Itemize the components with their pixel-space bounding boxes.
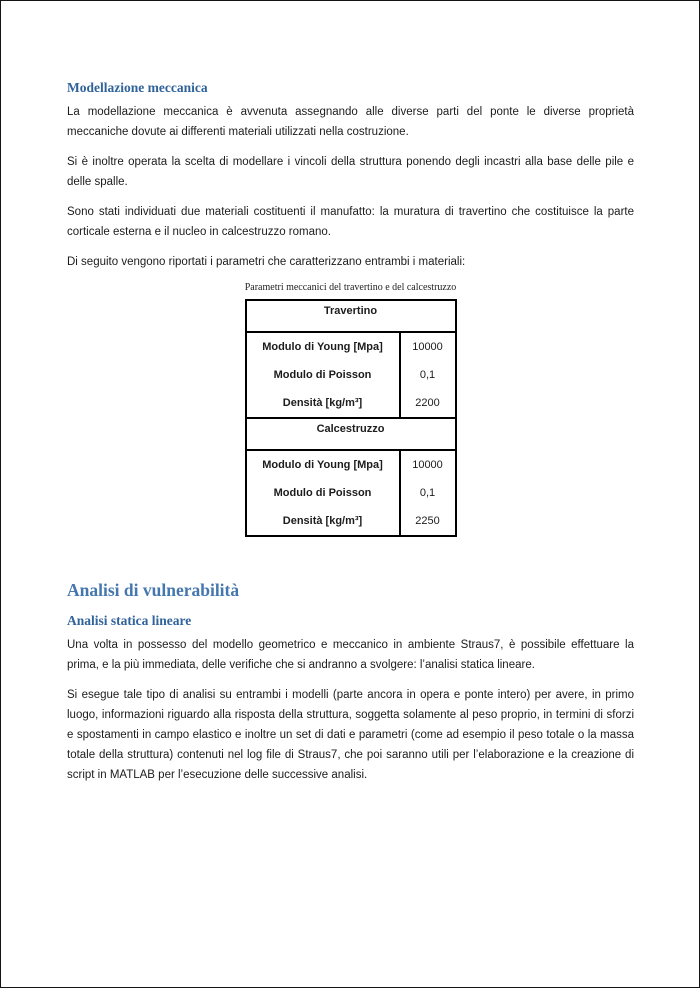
param-label: Modulo di Young [Mpa] xyxy=(246,332,400,361)
param-value: 10000 xyxy=(412,341,443,353)
table-section-title-travertino: Travertino xyxy=(246,300,456,332)
param-value: 2200 xyxy=(415,397,440,409)
table-row xyxy=(246,361,456,389)
param-label: Densità [kg/m³] xyxy=(246,507,400,536)
table-section-header-row xyxy=(246,300,456,332)
param-label: Modulo di Poisson xyxy=(246,479,400,507)
table-row xyxy=(246,479,456,507)
table-section-title-calcestruzzo: Calcestruzzo xyxy=(246,418,456,450)
materials-table xyxy=(245,299,457,537)
page-content xyxy=(1,1,699,785)
param-value: 0,1 xyxy=(419,369,436,381)
param-value: 10000 xyxy=(412,459,443,471)
paragraph-modellazione-2: Si è inoltre operata la scelta di modellare i vincoli della struttura ponendo degli incastri alla base delle pile e delle spalle. xyxy=(67,156,634,188)
table-row xyxy=(246,389,456,418)
table-row xyxy=(246,450,456,479)
param-label: Densità [kg/m³] xyxy=(246,389,400,418)
param-value: 2250 xyxy=(415,515,440,527)
table-section-header-row xyxy=(246,418,456,450)
paragraph-analisi-1: Una volta in possesso del modello geometrico e meccanico in ambiente Straus7, è possibile effettuare la prima, e la più immediata, delle verifiche che si andranno a svolgere: l’analisi statica lineare. xyxy=(67,639,634,671)
paragraph-analisi-2: Si esegue tale tipo di analisi su entrambi i modelli (parte ancora in opera e ponte intero) per avere, in primo luogo, informazioni riguardo alla risposta della struttura, soggetta solamente al peso proprio, in termini di sforzi e spostamenti in campo elastico e inoltre un set di dati e parametri (come ad esempio il peso totale o la massa totale della struttura) contenuti nel log file di Straus7, che poi saranno utili per l’elaborazione e la creazione di script in MATLAB per l’esecuzione delle successive analisi. xyxy=(67,689,634,781)
table-caption: Parametri meccanici del travertino e del calcestruzzo xyxy=(244,282,457,293)
param-label: Modulo di Poisson xyxy=(246,361,400,389)
paragraph-modellazione-3: Sono stati individuati due materiali costituenti il manufatto: la muratura di travertino che costituisce la parte corticale esterna e il nucleo in calcestruzzo romano. xyxy=(67,206,634,238)
heading-modellazione-meccanica: Modellazione meccanica xyxy=(67,80,208,95)
table-row xyxy=(246,507,456,536)
table-row xyxy=(246,332,456,361)
paragraph-modellazione-4: Di seguito vengono riportati i parametri che caratterizzano entrambi i materiali: xyxy=(67,256,466,268)
paragraph-modellazione-1: La modellazione meccanica è avvenuta assegnando alle diverse parti del ponte le diverse proprietà meccaniche dovute ai differenti materiali utilizzati nella costruzione. xyxy=(67,106,634,138)
heading-analisi-di-vulnerabilita: Analisi di vulnerabilità xyxy=(67,580,240,600)
param-label: Modulo di Young [Mpa] xyxy=(246,450,400,479)
heading-analisi-statica-lineare: Analisi statica lineare xyxy=(67,613,192,628)
param-value: 0,1 xyxy=(419,487,436,499)
